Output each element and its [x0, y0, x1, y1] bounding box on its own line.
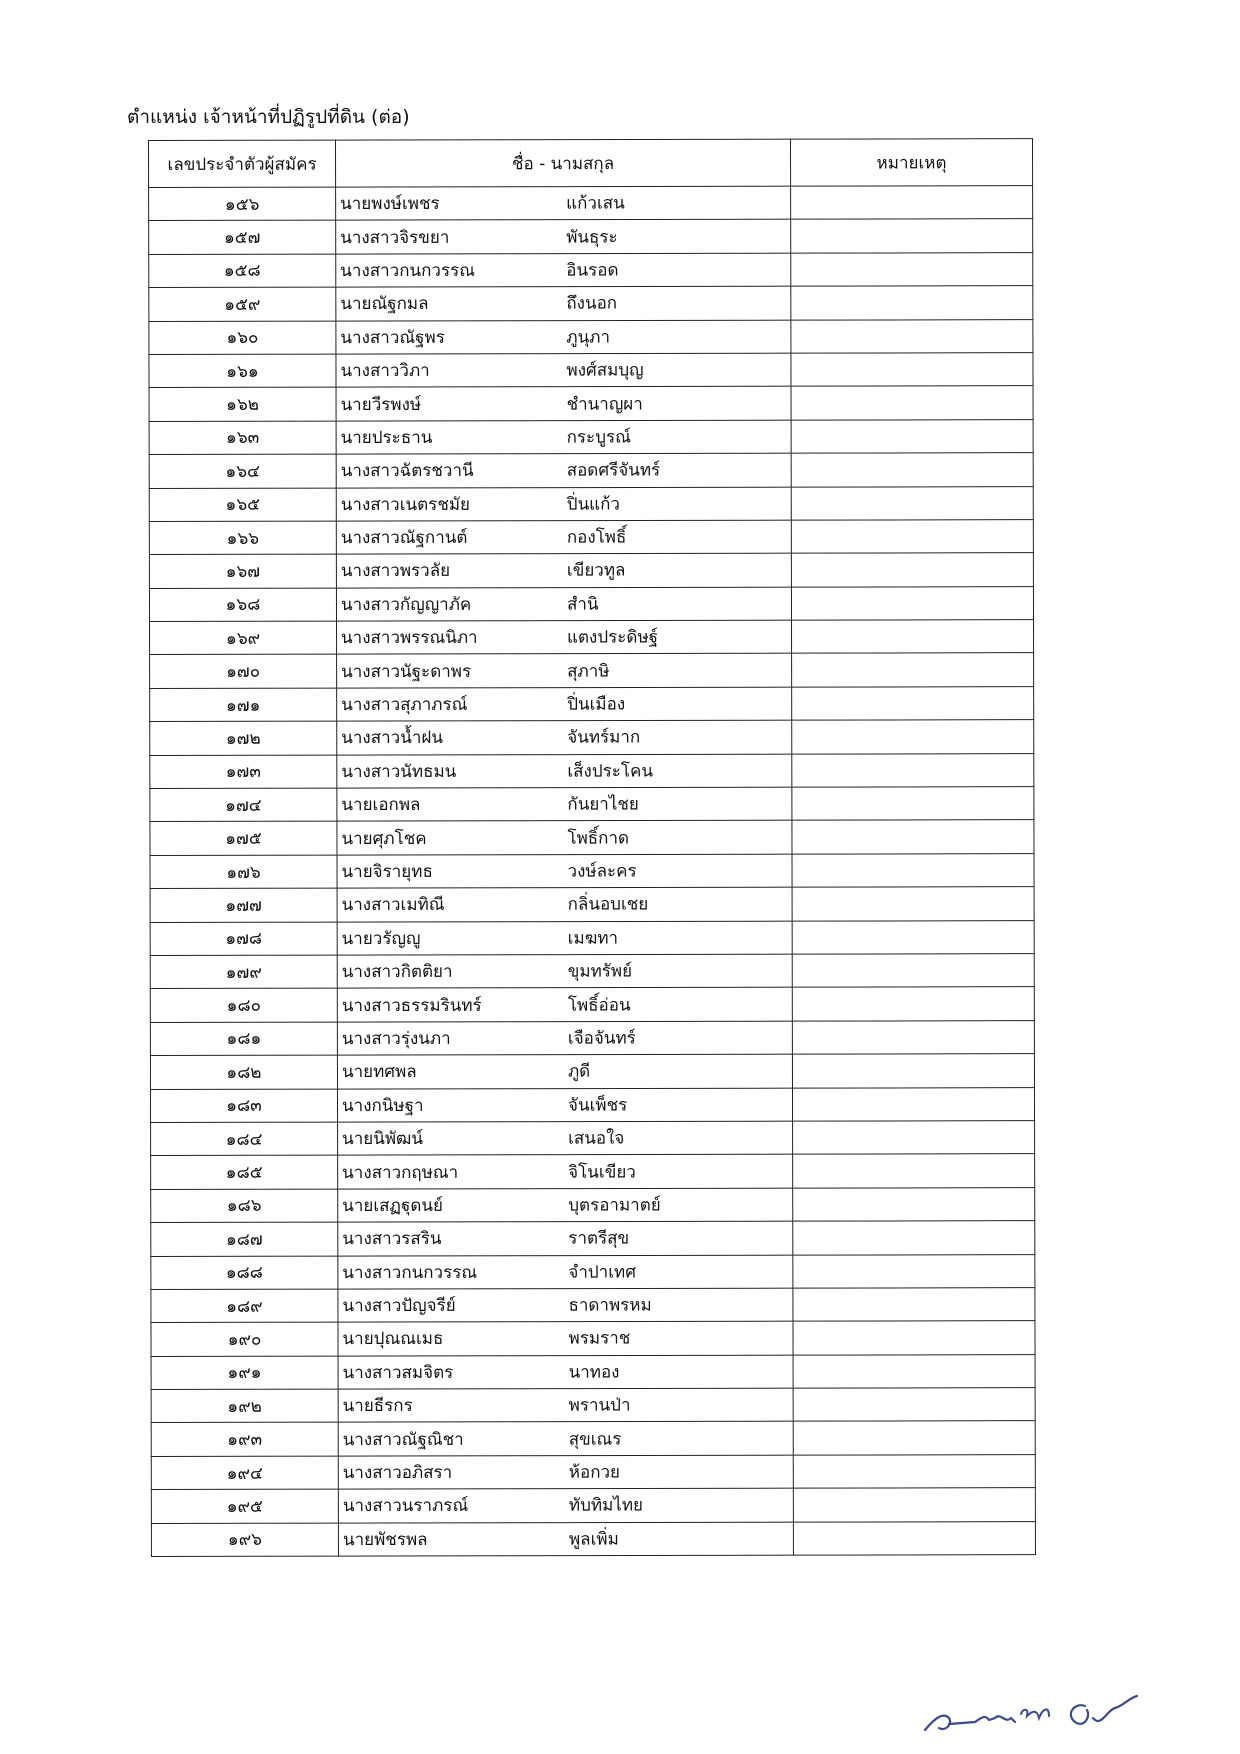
remark-cell — [792, 1020, 1034, 1054]
applicant-id: ๑๗๓ — [150, 755, 337, 789]
applicant-name — [337, 854, 792, 888]
applicant-id: ๑๗๙ — [150, 955, 337, 989]
applicant-id: ๑๙๐ — [151, 1322, 338, 1356]
remark-cell — [792, 687, 1034, 721]
applicant-name — [336, 420, 791, 454]
first-name: นางสาวอภิสรา — [342, 1462, 453, 1484]
applicant-name — [337, 821, 792, 855]
table-row — [150, 720, 1034, 755]
table-row — [149, 286, 1033, 321]
remark-cell — [792, 620, 1034, 654]
remark-cell — [792, 820, 1034, 854]
first-name: นางสาวกนกวรรณ — [342, 1262, 478, 1283]
applicant-id: ๑๕๖ — [149, 187, 336, 221]
applicant-id: ๑๘๖ — [151, 1189, 338, 1223]
first-name: นายวีรพงษ์ — [340, 394, 422, 415]
first-name: นางสาวกฤษณา — [342, 1162, 459, 1183]
first-name: นางสาวฉัตรชวานี — [340, 461, 474, 482]
applicant-id: ๑๙๕ — [151, 1489, 338, 1523]
last-name: ถึงนอก — [566, 293, 618, 314]
table-row — [149, 319, 1033, 354]
first-name: นางสาวธรรมรินทร์ — [341, 995, 482, 1016]
remark-cell — [791, 586, 1033, 620]
first-name: นายนิพัฒน์ — [342, 1129, 424, 1150]
table-row — [149, 252, 1033, 287]
remark-cell — [793, 1121, 1035, 1155]
first-name: นายปุณณเมธ — [342, 1329, 444, 1350]
applicant-name — [337, 754, 792, 788]
remark-cell — [793, 1488, 1035, 1522]
last-name: จิโนเขียว — [568, 1161, 636, 1183]
table-row — [150, 653, 1034, 688]
first-name: นางสาวนัฐะดาพร — [341, 661, 472, 682]
table-row — [150, 954, 1034, 989]
first-name: นางสาวรุ่งนภา — [341, 1028, 451, 1050]
remark-cell — [793, 1221, 1035, 1255]
table-row — [150, 853, 1034, 888]
table-row — [150, 620, 1034, 655]
remark-cell — [791, 219, 1033, 253]
first-name: นางสาวพรรณนิภา — [341, 628, 478, 649]
applicant-id: ๑๘๘ — [151, 1256, 338, 1290]
first-name: นางสาวปัญจรีย์ — [342, 1295, 456, 1317]
table-header-row — [149, 139, 1033, 188]
applicant-id: ๑๕๘ — [149, 254, 336, 288]
table-row — [149, 419, 1033, 454]
applicant-name — [337, 687, 792, 721]
applicant-id: ๑๖๙ — [150, 621, 337, 655]
applicant-id: ๑๗๖ — [150, 855, 337, 889]
page-title: ตำแหน่ง เจ้าหน้าที่ปฏิรูปที่ดิน (ต่อ) — [127, 106, 410, 128]
table-row — [150, 787, 1034, 822]
remark-cell — [791, 286, 1033, 320]
last-name: เขียวทูล — [566, 560, 626, 582]
applicant-id: ๑๘๑ — [150, 1022, 337, 1056]
table-row — [150, 920, 1034, 955]
last-name: กลิ่นอบเชย — [567, 894, 649, 916]
last-name: ทับทิมไทย — [568, 1495, 644, 1517]
remark-cell — [792, 954, 1034, 988]
table-row — [150, 887, 1034, 922]
last-name: พงศ์สมบุญ — [566, 360, 644, 381]
remark-cell — [791, 553, 1033, 587]
last-name: พรานป่า — [568, 1395, 631, 1416]
applicant-name — [338, 1355, 793, 1389]
first-name: นางสาวเนตรชมัย — [340, 494, 471, 515]
first-name: นางสาวจิรขยา — [340, 227, 450, 248]
last-name: โพธิ์อ่อน — [567, 995, 631, 1016]
applicant-id: ๑๙๖ — [151, 1523, 338, 1557]
applicant-name — [337, 1021, 792, 1055]
table-row — [151, 1154, 1035, 1189]
last-name: นาทอง — [568, 1362, 620, 1383]
header-applicant-id: เลขประจำตัวผู้สมัคร — [149, 140, 336, 187]
first-name: นางสาวกัญญาภัค — [340, 594, 472, 615]
applicant-name — [337, 654, 792, 688]
applicant-name — [338, 1121, 793, 1155]
applicant-id: ๑๖๒ — [149, 387, 336, 421]
table-row — [151, 1488, 1035, 1523]
table-row — [149, 186, 1033, 221]
applicant-id: ๑๕๙ — [149, 287, 336, 321]
last-name: ธาดาพรหม — [568, 1295, 652, 1316]
last-name: วงษ์ละคร — [567, 861, 637, 882]
first-name: นางสาวนราภรณ์ — [342, 1496, 469, 1517]
applicant-name — [338, 1388, 793, 1422]
table-row — [149, 553, 1033, 588]
remark-cell — [791, 486, 1033, 520]
remark-cell — [791, 319, 1033, 353]
applicant-id: ๑๖๑ — [149, 354, 336, 388]
first-name: นางสาวพรวลัย — [340, 561, 451, 582]
last-name: โพธิ์กาด — [567, 828, 630, 849]
first-name: นายประธาน — [340, 427, 433, 449]
last-name: ภูนุภา — [566, 327, 611, 348]
table-row — [149, 453, 1033, 488]
table-row — [150, 987, 1034, 1022]
applicant-name — [337, 887, 792, 921]
applicant-name — [337, 720, 792, 754]
remark-cell — [791, 520, 1033, 554]
remark-cell — [791, 386, 1033, 420]
last-name: แก้วเสน — [566, 193, 625, 214]
applicant-id: ๑๙๒ — [151, 1389, 338, 1423]
first-name: นายศุภโชค — [341, 828, 427, 849]
table-row — [151, 1421, 1035, 1456]
first-name: นางสาวณัฐณิชา — [342, 1429, 464, 1450]
table-row — [151, 1354, 1035, 1389]
last-name: ห้อกวย — [568, 1462, 621, 1483]
last-name: กองโพธิ์ — [566, 527, 627, 548]
header-remarks: หมายเหตุ — [790, 139, 1032, 187]
applicant-name — [337, 921, 792, 955]
applicant-name — [338, 1488, 793, 1522]
applicant-name — [336, 286, 791, 320]
remark-cell — [791, 353, 1033, 387]
remark-cell — [793, 1454, 1035, 1488]
first-name: นางสาวนัทธมน — [341, 761, 457, 782]
applicant-id: ๑๖๘ — [149, 588, 336, 622]
remark-cell — [793, 1288, 1035, 1322]
last-name: อินรอด — [566, 260, 619, 281]
last-name: พรมราช — [568, 1328, 631, 1350]
table-row — [150, 687, 1034, 722]
last-name: ขุมทรัพย์ — [567, 961, 633, 982]
table-row — [151, 1221, 1035, 1256]
last-name: เมฆทา — [567, 928, 619, 949]
first-name: นางกนิษฐา — [342, 1095, 424, 1116]
applicant-name — [338, 1522, 793, 1556]
first-name: นางสาวน้ำฝน — [341, 728, 443, 749]
applicant-name — [336, 220, 791, 254]
first-name: นางสาวรสริน — [342, 1229, 442, 1250]
applicant-id: ๑๖๗ — [149, 554, 336, 588]
table-row — [151, 1187, 1035, 1222]
remark-cell — [793, 1354, 1035, 1388]
remark-cell — [792, 720, 1034, 754]
table-row — [151, 1388, 1035, 1423]
handwritten-signature — [915, 1688, 1145, 1738]
last-name: จำปาเทศ — [568, 1262, 637, 1283]
applicant-name — [338, 1221, 793, 1255]
remark-cell — [793, 1521, 1035, 1555]
applicant-id: ๑๙๔ — [151, 1456, 338, 1490]
applicant-name — [336, 386, 791, 420]
remark-cell — [793, 1388, 1035, 1422]
last-name: สุขเณร — [568, 1429, 622, 1450]
remark-cell — [792, 1054, 1034, 1088]
applicant-id: ๑๗๘ — [150, 922, 337, 956]
applicant-name — [336, 253, 791, 287]
applicant-table — [148, 138, 1036, 1557]
applicant-id: ๑๖๕ — [149, 488, 336, 522]
applicant-id: ๑๙๓ — [151, 1423, 338, 1457]
applicant-id: ๑๘๗ — [151, 1222, 338, 1256]
first-name: นางสาววิภา — [340, 361, 430, 382]
applicant-name — [336, 520, 791, 554]
applicant-name — [337, 1088, 792, 1122]
last-name: แตงประดิษฐ์ — [567, 627, 659, 648]
remark-cell — [791, 453, 1033, 487]
last-name: จันเพ็ชร — [568, 1095, 628, 1116]
applicant-name — [338, 1321, 793, 1355]
applicant-name — [337, 620, 792, 654]
last-name: พันธุระ — [566, 227, 618, 248]
applicant-id: ๑๗๔ — [150, 788, 337, 822]
last-name: เส็งประโคน — [567, 761, 654, 782]
table-row — [151, 1454, 1035, 1489]
applicant-name — [336, 587, 791, 621]
applicant-name — [338, 1455, 793, 1489]
applicant-name — [336, 320, 791, 354]
first-name: นายทศพล — [341, 1062, 417, 1083]
table-row — [149, 520, 1033, 555]
table-row — [149, 486, 1033, 521]
last-name: สำนิ — [566, 594, 599, 615]
last-name: พูลเพิ่ม — [568, 1529, 619, 1550]
last-name: บุตรอามาตย์ — [568, 1195, 661, 1216]
last-name: ราตรีสุข — [568, 1228, 630, 1249]
applicant-id: ๑๙๑ — [151, 1356, 338, 1390]
table-row — [149, 353, 1033, 388]
applicant-id: ๑๗๒ — [150, 721, 337, 755]
applicant-id: ๑๘๕ — [151, 1155, 338, 1189]
remark-cell — [793, 1154, 1035, 1188]
applicant-id: ๑๖๖ — [149, 521, 336, 555]
applicant-name — [338, 1188, 793, 1222]
remark-cell — [793, 1187, 1035, 1221]
first-name: นายเอกพล — [341, 795, 421, 816]
last-name: ปิ่นแก้ว — [566, 494, 621, 515]
table-row — [149, 386, 1033, 421]
last-name: ภูดี — [567, 1061, 591, 1082]
last-name: เสนอใจ — [568, 1128, 625, 1149]
applicant-name — [338, 1422, 793, 1456]
applicant-id: ๑๗๕ — [150, 822, 337, 856]
applicant-id: ๑๖๔ — [149, 454, 336, 488]
last-name: สอดศรีจันทร์ — [566, 460, 661, 481]
remark-cell — [792, 1087, 1034, 1121]
last-name: สุภาษิ — [567, 661, 610, 682]
remark-cell — [792, 987, 1034, 1021]
first-name: นางสาวณัฐพร — [340, 327, 445, 348]
remark-cell — [791, 186, 1033, 220]
table-row — [151, 1288, 1035, 1323]
applicant-name — [336, 353, 791, 387]
applicant-id: ๑๗๐ — [150, 655, 337, 689]
applicant-id: ๑๘๐ — [150, 988, 337, 1022]
applicant-name — [337, 954, 792, 988]
applicant-name — [337, 1054, 792, 1088]
first-name: นางสาวเมทิณี — [341, 895, 445, 916]
table-row — [151, 1321, 1035, 1356]
applicant-name — [336, 487, 791, 521]
table-row — [151, 1254, 1035, 1289]
applicant-id: ๑๖๐ — [149, 321, 336, 355]
applicant-id: ๑๘๓ — [150, 1089, 337, 1123]
applicant-name — [338, 1288, 793, 1322]
first-name: นายวรัญญู — [341, 928, 421, 949]
table-row — [150, 1087, 1034, 1122]
applicant-name — [336, 553, 791, 587]
first-name: นายพงษ์เพชร — [340, 194, 440, 215]
applicant-id: ๑๘๔ — [151, 1122, 338, 1156]
remark-cell — [792, 920, 1034, 954]
remark-cell — [792, 887, 1034, 921]
applicant-name — [337, 988, 792, 1022]
first-name: นายณัฐกมล — [340, 294, 429, 315]
applicant-name — [338, 1154, 793, 1188]
last-name: ปิ่นเมือง — [567, 694, 626, 715]
table-row — [149, 219, 1033, 254]
first-name: นายพัชรพล — [342, 1529, 428, 1550]
table-row — [151, 1521, 1035, 1556]
last-name: จันทร์มาก — [567, 727, 641, 749]
first-name: นางสาวกิตติยา — [341, 962, 453, 983]
applicant-name — [336, 186, 791, 220]
remark-cell — [792, 853, 1034, 887]
last-name: ชำนาญผา — [566, 393, 643, 415]
first-name: นายจิรายุทธ — [341, 861, 433, 883]
first-name: นายธีรกร — [342, 1396, 413, 1417]
header-full-name: ชื่อ - นามสกุล — [336, 139, 791, 187]
applicant-id: ๑๗๑ — [150, 688, 337, 722]
table-row — [150, 1020, 1034, 1055]
remark-cell — [791, 252, 1033, 286]
table-row — [150, 1054, 1034, 1089]
first-name: นายเสฏฐุดนย์ — [342, 1195, 443, 1217]
first-name: นางสาวสมจิตร — [342, 1362, 454, 1383]
remark-cell — [791, 419, 1033, 453]
last-name: เจือจันทร์ — [567, 1028, 636, 1049]
table-row — [150, 753, 1034, 788]
table-row — [149, 586, 1033, 621]
applicant-name — [336, 453, 791, 487]
remark-cell — [793, 1321, 1035, 1355]
remark-cell — [792, 753, 1034, 787]
remark-cell — [792, 787, 1034, 821]
applicant-id: ๑๘๒ — [150, 1055, 337, 1089]
remark-cell — [793, 1254, 1035, 1288]
applicant-id: ๑๖๓ — [149, 421, 336, 455]
first-name: นางสาวสุภาภรณ์ — [341, 694, 468, 716]
first-name: นางสาวณัฐกานต์ — [340, 527, 468, 549]
applicant-name — [337, 787, 792, 821]
last-name: กระบูรณ์ — [566, 427, 631, 448]
remark-cell — [792, 653, 1034, 687]
last-name: กันยาไชย — [567, 794, 639, 815]
applicant-id: ๑๕๗ — [149, 220, 336, 254]
remark-cell — [793, 1421, 1035, 1455]
first-name: นางสาวกนกวรรณ — [340, 260, 476, 282]
table-row — [150, 820, 1034, 855]
applicant-id: ๑๗๗ — [150, 888, 337, 922]
applicant-id: ๑๘๙ — [151, 1289, 338, 1323]
table-row — [151, 1121, 1035, 1156]
applicant-name — [338, 1255, 793, 1289]
